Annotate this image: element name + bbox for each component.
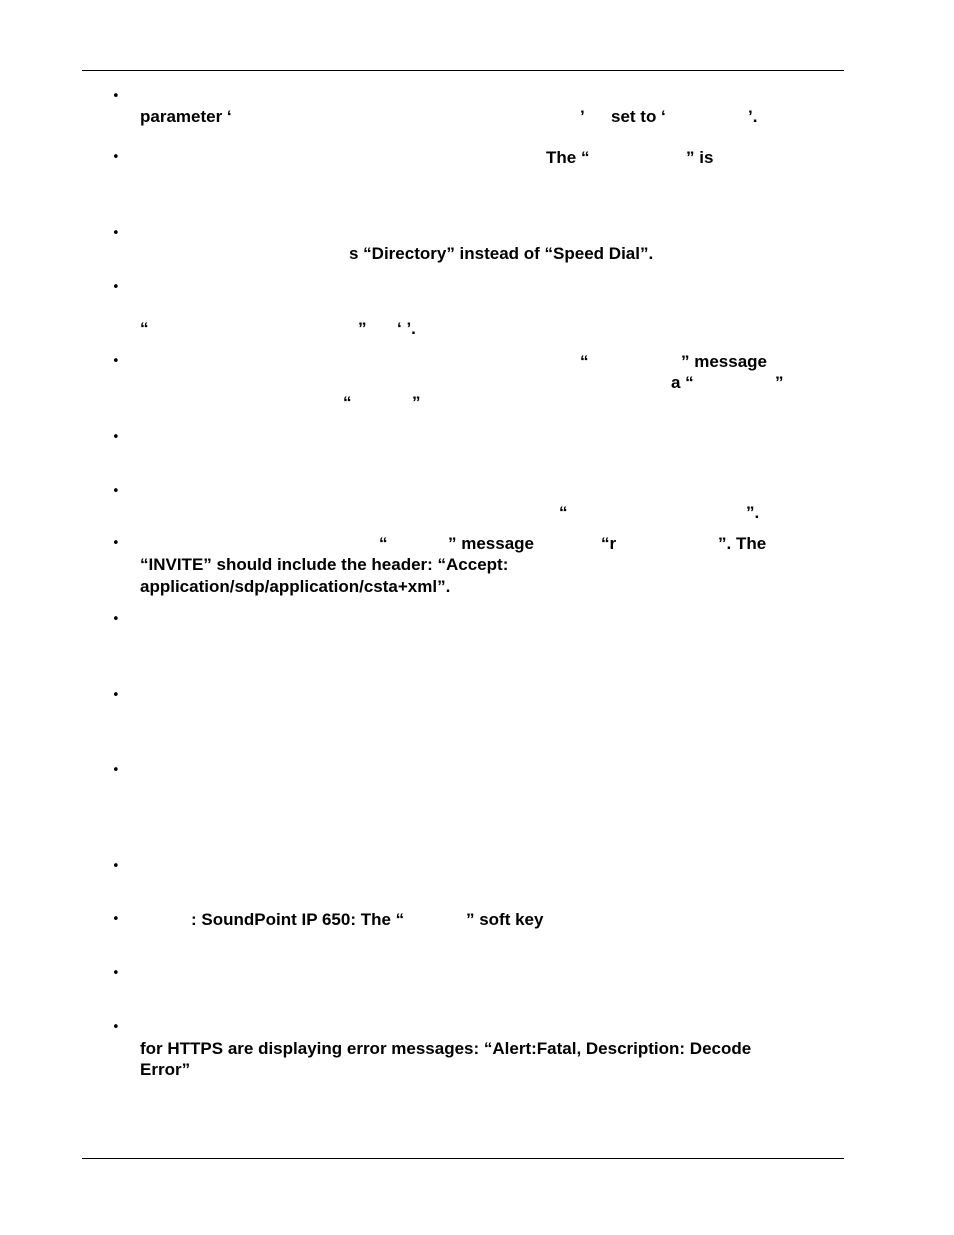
item-text: ”. The [718,534,767,553]
bullet-icon: • [112,280,120,295]
item-text: for HTTPS are displaying error messages: “Alert:Fatal, Description: Decode [140,1039,752,1058]
footer-rule [82,1158,844,1159]
item-text: Error” [140,1060,191,1079]
item-text: “ [580,352,589,371]
item-text: “ [379,534,388,553]
bullet-icon: • [112,966,120,981]
item-text: ” [358,319,367,338]
header-rule [82,70,844,71]
item-text: ’. [748,107,758,126]
bullet-icon: • [112,484,120,499]
item-text: ” soft key [466,910,544,929]
item-text: : SoundPoint IP 650: The “ [191,910,405,929]
bullet-icon: • [112,150,120,165]
bullet-icon: • [112,226,120,241]
item-text: ” message [448,534,534,553]
bullet-icon: • [112,89,120,104]
bullet-icon: • [112,859,120,874]
item-text: ” is [686,148,714,167]
item-text: “r [601,534,617,553]
item-text: “ [343,393,352,412]
item-text: “INVITE” should include the header: “Accept: [140,555,509,574]
item-text: set to ‘ [611,107,666,126]
item-text: ‘ ’. [397,319,416,338]
item-text: The “ [546,148,590,167]
bullet-icon: • [112,912,120,927]
item-text: s “Directory” instead of “Speed Dial”. [349,244,654,263]
item-text: “ [140,319,149,338]
bullet-icon: • [112,612,120,627]
bullet-icon: • [112,354,120,369]
item-text: “ [559,503,568,522]
bullet-icon: • [112,536,120,551]
bullet-icon: • [112,1020,120,1035]
bullet-icon: • [112,688,120,703]
bullet-icon: • [112,430,120,445]
item-text: ”. [746,503,760,522]
item-text: ” [775,373,784,392]
item-text: ” [412,393,421,412]
item-text: ” message [681,352,767,371]
item-text: ’ [580,107,585,126]
bullet-icon: • [112,763,120,778]
item-text: parameter ‘ [140,107,232,126]
item-text: application/sdp/application/csta+xml”. [140,577,451,596]
item-text: a “ [671,373,694,392]
